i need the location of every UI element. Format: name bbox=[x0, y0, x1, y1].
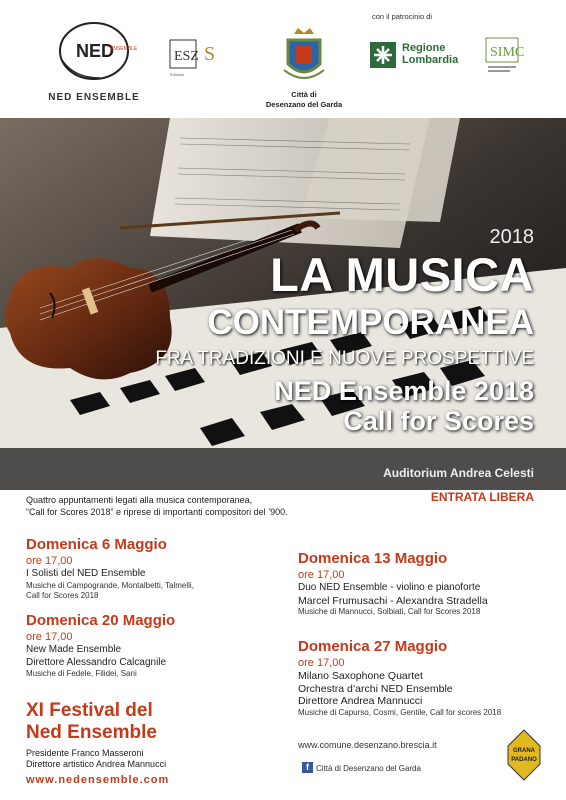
intro-text bbox=[26, 494, 366, 518]
festival-title-line-1: XI Festival del bbox=[26, 700, 153, 721]
event-line: Musiche di Campogrande, Montalbetti, Talmelli, bbox=[26, 580, 194, 590]
event-may-27 bbox=[298, 638, 560, 718]
hero-subtitle: FRA TRADIZIONI E NUOVE PROSPETTIVE bbox=[155, 348, 534, 369]
event-date: Domenica 27 Maggio bbox=[298, 638, 448, 655]
svg-text:SIMC: SIMC bbox=[490, 45, 525, 60]
festival-credits bbox=[26, 748, 166, 770]
event-line: Musiche di Capurso, Cosmi, Gentile, Call for scores 2018 bbox=[298, 707, 502, 717]
city-label-line-1: Città di bbox=[291, 90, 317, 99]
event-time: ore 17,00 bbox=[26, 555, 73, 567]
event-line: Marcel Frumusachi - Alexandra Stradella bbox=[298, 594, 488, 607]
regione-line-2: Lombardia bbox=[402, 54, 459, 66]
event-may-6 bbox=[26, 536, 286, 601]
event-line: I Solisti del NED Ensemble bbox=[26, 568, 146, 579]
festival-title-line-2: Ned Ensemble bbox=[26, 722, 157, 743]
event-date: Domenica 13 Maggio bbox=[298, 550, 448, 567]
event-line: Milano Saxophone Quartet bbox=[298, 670, 423, 682]
regione-text bbox=[402, 42, 458, 66]
ned-label: NED ENSEMBLE bbox=[48, 92, 140, 103]
comune-website-link[interactable]: www.comune.desenzano.brescia.it bbox=[298, 740, 437, 750]
entrata-libera-label: ENTRATA LIBERA bbox=[430, 490, 534, 504]
grana-padano-logo bbox=[506, 728, 542, 782]
regione-line-1: Regione bbox=[402, 42, 446, 54]
event-date: Domenica 6 Maggio bbox=[26, 536, 167, 553]
event-line: Musiche di Mannucci, Solbiati, Call for Scores 2018 bbox=[298, 607, 481, 616]
event-may-20 bbox=[26, 612, 286, 679]
event-line: Direttore Alessandro Calcagnile bbox=[26, 656, 167, 668]
event-line: Duo NED Ensemble - violino e pianoforte bbox=[298, 582, 481, 593]
event-time: ore 17,00 bbox=[298, 569, 345, 581]
hero-title-line-1: LA MUSICA bbox=[270, 248, 534, 301]
event-may-13 bbox=[298, 550, 558, 617]
event-line: Musiche di Fedele, Filidei, Sani bbox=[26, 669, 137, 678]
ned-logo-text: NED bbox=[76, 41, 115, 61]
event-time: ore 17,00 bbox=[298, 657, 345, 669]
event-line: Direttore Andrea Mannucci bbox=[298, 695, 423, 707]
event-line: Call for Scores 2018 bbox=[26, 590, 99, 600]
city-label-line-2: Desenzano del Garda bbox=[265, 100, 343, 109]
grana-text-2: PADANO bbox=[511, 757, 537, 763]
intro-line-1: Quattro appuntamenti legati alla musica contemporanea, bbox=[26, 495, 253, 505]
event-line: New Made Ensemble bbox=[26, 644, 122, 655]
presidente-label: Presidente Franco Masseroni bbox=[26, 748, 144, 758]
svg-text:Edizioni: Edizioni bbox=[170, 72, 185, 77]
header bbox=[0, 0, 566, 118]
hero-banner bbox=[0, 118, 566, 490]
ned-ensemble-logo bbox=[54, 20, 138, 82]
hero-call-line-2: Call for Scores bbox=[343, 406, 534, 436]
event-date: Domenica 20 Maggio bbox=[26, 612, 176, 629]
grana-text-1: GRANA bbox=[513, 748, 535, 754]
svg-text:ESZ: ESZ bbox=[174, 49, 199, 64]
coat-of-arms-icon bbox=[282, 26, 326, 86]
festival-title bbox=[26, 700, 157, 744]
simc-logo bbox=[482, 36, 525, 76]
svg-text:S: S bbox=[204, 43, 216, 65]
patrocinio-label: con il patrocinio di bbox=[372, 12, 433, 21]
ned-logo-small: ENSEMBLE bbox=[110, 46, 138, 52]
ned-website-link[interactable]: www.nedensemble.com bbox=[26, 774, 170, 786]
intro-line-2: “Call for Scores 2018” e riprese di importanti compositori del ’900. bbox=[26, 507, 288, 517]
direttore-label: Direttore artistico Andrea Mannucci bbox=[26, 759, 167, 769]
edizioni-logo bbox=[168, 34, 228, 80]
facebook-page-label[interactable]: Città di Desenzano del Garda bbox=[316, 764, 421, 773]
hero-title-line-2: CONTEMPORANEA bbox=[207, 303, 534, 342]
facebook-icon[interactable]: f bbox=[302, 762, 313, 773]
hero-year: 2018 bbox=[489, 226, 534, 248]
city-label bbox=[244, 90, 364, 110]
event-time: ore 17,00 bbox=[26, 631, 73, 643]
venue-label: Auditorium Andrea Celesti bbox=[383, 466, 534, 480]
event-line: Orchestra d’archi NED Ensemble bbox=[298, 682, 453, 695]
hero-call-line-1: NED Ensemble 2018 bbox=[274, 376, 534, 406]
